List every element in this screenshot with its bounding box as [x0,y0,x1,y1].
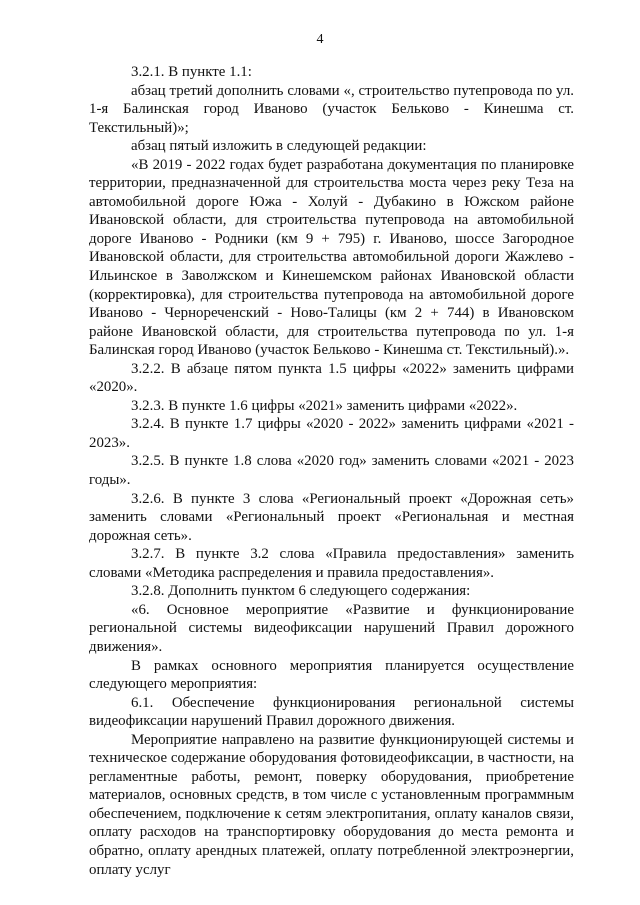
paragraph: 3.2.8. Дополнить пунктом 6 следующего содержания: [131,583,471,600]
paragraph: 3.2.1. В пункте 1.1: [131,64,252,80]
paragraph: 3.2.6. В пункте 3 слова «Региональный проект «Дорожная сеть» заменить словами «Региональный проект «Региональная и местная дорожная сеть». [89,490,574,544]
document-body [89,63,574,879]
paragraph: 3.2.2. В абзаце пятом пункта 1.5 цифры «2022» заменить цифрами «2020». [89,360,574,396]
paragraph: абзац третий дополнить словами «, строительство путепровода по ул. 1-я Балинская город Иваново (участок Бельково - Кинешма ст. Текстильный)»; [89,82,574,136]
paragraph: абзац пятый изложить в следующей редакции: [131,138,427,155]
paragraph: 3.2.3. В пункте 1.6 цифры «2021» заменить цифрами «2022». [131,397,518,414]
paragraph: 3.2.5. В пункте 1.8 слова «2020 год» заменить словами «2021 - 2023 годы». [89,453,574,489]
paragraph: Мероприятие направлено на развитие функционирующей системы и техническое содержание оборудования фотовидеофиксации, в частности, на регламентные работы, ремонт, поверку оборудования, приобретение материалов, основных средств, в том числе с установленным программным обеспечением, подключение к сетям электропитания, оплату каналов связи, оплату расходов на транспортировку оборудования до места ремонта и обратно, оплату арендных платежей, оплату потребленной электроэнергии, оплату услуг [89,731,574,878]
paragraph: 3.2.4. В пункте 1.7 цифры «2020 - 2022» заменить цифрами «2021 - 2023». [89,416,574,451]
paragraph: 3.2.7. В пункте 3.2 слова «Правила предоставления» заменить словами «Методика распределения и правила предоставления». [89,546,574,581]
page-number: 4 [316,32,324,47]
paragraph: «В 2019 - 2022 годах будет разработана документация по планировке территории, предназначенной для строительства моста через реку Теза на автомобильной дороге Южа - Холуй - Дубакино в Южском районе Ивановской области, для строительства путепровода на автомобильной дороге Иваново - Родники (км 9 + 795) г. Иваново, шоссе Загородное Ивановской области, для строительства автомобильной дороги Жажлево - Ильинское в Заволжском и Кинешемском районах Ивановской области (корректировка), для строительства путепровода на автомобильной дороге Иваново - Чернореченский - Ново-Талицы (км 2 + 744) в Ивановском районе Ивановской области, для строительства путепровода по ул. 1-я Балинская город Иваново (участок Бельково - Кинешма ст. Текстильный).». [89,156,574,359]
paragraph: В рамках основного мероприятия планируется осуществление следующего мероприятия: [89,657,574,693]
paragraph: «6. Основное мероприятие «Развитие и функционирование региональной системы видеофиксации нарушений Правил дорожного движения». [89,601,574,655]
paragraph: 6.1. Обеспечение функционирования региональной системы видеофиксации нарушений Правил дорожного движения. [89,694,574,730]
